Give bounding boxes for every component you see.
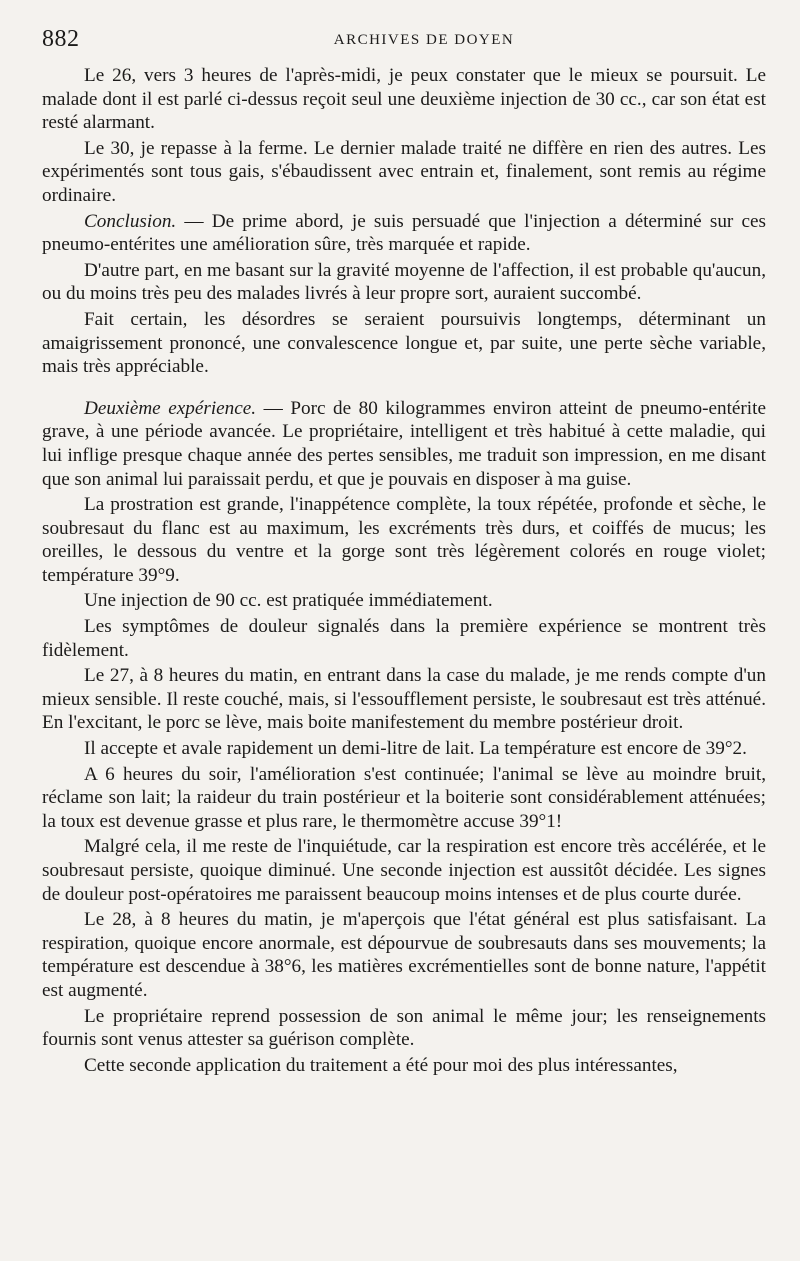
paragraph (42, 664, 766, 735)
paragraph (42, 493, 766, 587)
running-head (42, 26, 766, 60)
journal-title: ARCHIVES DE DOYEN (333, 32, 515, 48)
paragraph-text: Le 30, je repasse à la ferme. Le dernier malade traité ne diffère en rien des autres. Les expérimentés sont tous gais, s'ébaudissent avec entrain et, finalement, sont remis au régime ordinaire. (42, 137, 766, 206)
paragraph (42, 308, 766, 379)
paragraph (42, 615, 766, 662)
paragraph-second-experiment (42, 397, 766, 491)
paragraph (42, 259, 766, 306)
paragraph (42, 137, 766, 208)
paragraph-conclusion (42, 210, 766, 257)
paragraph-text: — De prime abord, je suis persuadé que l'injection a déterminé sur ces pneumo-entérites une amélioration sûre, très marquée et rapide. (42, 210, 766, 256)
paragraph-lead: Deuxième expérience. (84, 397, 257, 419)
paragraph-text: D'autre part, en me basant sur la gravité moyenne de l'affection, il est probable qu'aucun, ou du moins très peu des malades livrés à leur propre sort, auraient succombé. (42, 259, 766, 305)
paragraph (42, 835, 766, 906)
paragraph-text: Il accepte et avale rapidement un demi-litre de lait. La température est encore de 39°2. (84, 738, 747, 760)
paragraph-text: Une injection de 90 cc. est pratiquée immédiatement. (84, 590, 493, 612)
paragraph-text: Le 27, à 8 heures du matin, en entrant dans la case du malade, je me rends compte d'un mieux sensible. Il reste couché, mais, si l'essoufflement persiste, le soubresaut est très atténué. En l'excitant, le porc se lève, mais boite manifestement du membre postérieur droit. (42, 665, 766, 734)
paragraph (42, 737, 766, 761)
paragraph-text: Les symptômes de douleur signalés dans la première expérience se montrent très fidèlement. (42, 616, 766, 661)
paragraph (42, 763, 766, 834)
page-number: 882 (42, 26, 80, 52)
paragraph (42, 908, 766, 1002)
body-text (42, 64, 766, 1077)
paragraph-text: Le propriétaire reprend possession de son animal le même jour; les renseignements fournis sont venus attester sa guérison complète. (42, 1005, 766, 1051)
paragraph-text: Le 28, à 8 heures du matin, je m'aperçois que l'état général est plus satisfaisant. La respiration, quoique encore anormale, est dépourvue de soubresauts dans ses mouvements; la température est descendue à 38°6, les matières excrémentielles sont de bonne nature, l'appétit est augmenté. (42, 909, 766, 1001)
paragraph (42, 1005, 766, 1052)
paragraph (42, 589, 766, 613)
paragraph-lead: Conclusion. (84, 210, 177, 232)
paragraph-text: — Porc de 80 kilogrammes environ atteint de pneumo-entérite grave, à une période avancée. Le propriétaire, intelligent et très habitué à cette maladie, qui lui inflige presque chaque année des pertes sensibles, me traduit son impression, en me disant que son animal lui paraissait perdu, et que je pouvais en disposer à ma guise. (42, 397, 766, 490)
paragraph-text: Le 26, vers 3 heures de l'après-midi, je peux constater que le mieux se poursuit. Le malade dont il est parlé ci-dessus reçoit seul une deuxième injection de 30 cc., car son état est resté alarmant. (42, 65, 766, 134)
paragraph-text: Cette seconde application du traitement a été pour moi des plus intéressantes, (84, 1054, 678, 1076)
paragraph-text: Fait certain, les désordres se seraient poursuivis longtemps, déterminant un amaigrissement prononcé, une convalescence longue et, par suite, une perte sèche variable, mais très appréciable. (42, 308, 766, 378)
paragraph-text: Malgré cela, il me reste de l'inquiétude, car la respiration est encore très accélérée, et le soubresaut persiste, quoique diminué. Une seconde injection est aussitôt décidée. Les signes de douleur post-opératoires me paraissent beaucoup moins intenses et de plus courte durée. (42, 836, 766, 905)
paragraph-text: La prostration est grande, l'inappétence complète, la toux répétée, profonde et sèche, le soubresaut du flanc est au maximum, les excréments très durs, et coiffés de mucus; les oreilles, le dessous du ventre et la gorge sont très légèrement colorés en rouge violet; température 39°9. (42, 494, 766, 586)
paragraph (42, 64, 766, 135)
paragraph-text: A 6 heures du soir, l'amélioration s'est continuée; l'animal se lève au moindre bruit, réclame son lait; la raideur du train postérieur et la boiterie sont considérablement atténuées; la toux est devenue grasse et plus rare, le thermomètre accuse 39°1! (42, 763, 766, 832)
paragraph (42, 1054, 766, 1078)
